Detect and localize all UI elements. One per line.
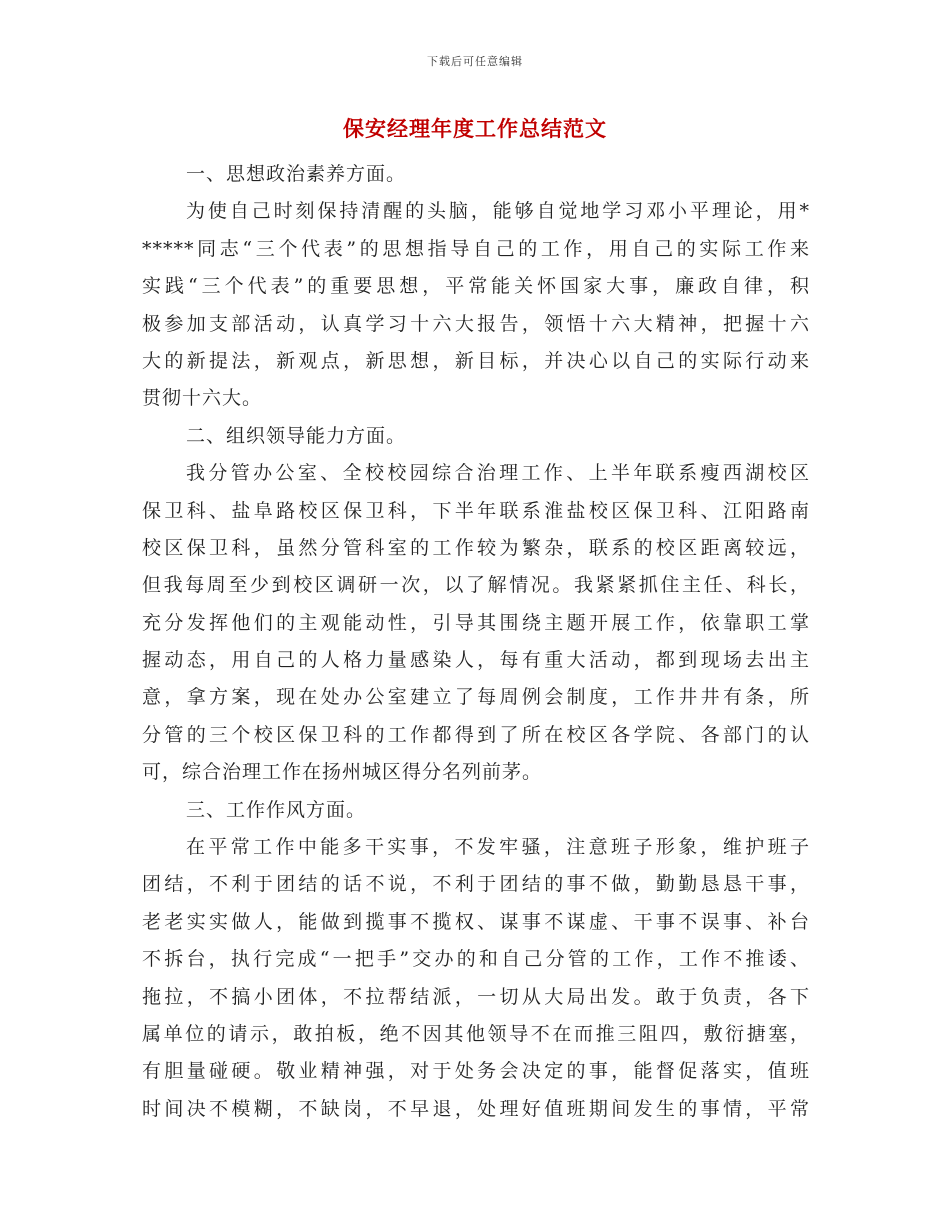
- body-line: 拖拉，不搞小团体，不拉帮结派，一切从大局出发。敢于负责，各下: [142, 985, 810, 1008]
- body-line: 不拆台，执行完成“一把手”交办的和自己分管的工作，工作不推诿、: [142, 948, 810, 971]
- body-line: 保卫科、盐阜路校区保卫科，下半年联系淮盐校区保卫科、江阳路南: [142, 499, 810, 522]
- body-line: 老老实实做人，能做到揽事不揽权、谋事不谋虚、干事不误事、补台: [142, 910, 810, 933]
- body-line: 三、工作作风方面。: [186, 798, 367, 821]
- body-line: 二、组织领导能力方面。: [186, 424, 407, 447]
- body-line: 握动态，用自己的人格力量感染人，每有重大活动，都到现场去出主: [142, 649, 810, 672]
- body-line: 我分管办公室、全校校园综合治理工作、上半年联系瘦西湖校区: [186, 462, 810, 485]
- body-line: 可，综合治理工作在扬州城区得分名列前茅。: [142, 761, 543, 784]
- body-line: 但我每周至少到校区调研一次，以了解情况。我紧紧抓住主任、科长，: [142, 574, 810, 597]
- body-line: 极参加支部活动，认真学习十六大报告，领悟十六大精神，把握十六: [142, 312, 810, 335]
- body-line: 属单位的请示，敢拍板，绝不因其他领导不在而推三阻四，敷衍搪塞，: [142, 1022, 810, 1045]
- header-note: 下载后可任意编辑: [427, 55, 523, 68]
- body-line: 有胆量碰硬。敬业精神强，对于处务会决定的事，能督促落实，值班: [142, 1060, 810, 1083]
- body-line: 团结，不利于团结的话不说，不利于团结的事不做，勤勤恳恳干事，: [142, 873, 810, 896]
- document-body: [142, 156, 810, 1128]
- body-line: 为使自己时刻保持清醒的头脑，能够自觉地学习邓小平理论，用*: [186, 200, 810, 223]
- body-line: 在平常工作中能多干实事，不发牢骚，注意班子形象，维护班子: [186, 836, 810, 859]
- body-line: 校区保卫科，虽然分管科室的工作较为繁杂，联系的校区距离较远，: [142, 536, 810, 559]
- body-line: 贯彻十六大。: [142, 387, 263, 410]
- body-line: 大的新提法，新观点，新思想，新目标，并决心以自己的实际行动来: [142, 349, 810, 372]
- document-title: 保安经理年度工作总结范文: [343, 116, 607, 141]
- body-line: 实践“三个代表”的重要思想，平常能关怀国家大事，廉政自律，积: [142, 275, 810, 298]
- body-line: 充分发挥他们的主观能动性，引导其围绕主题开展工作，依靠职工掌: [142, 611, 810, 634]
- body-line: 时间决不模糊，不缺岗，不早退，处理好值班期间发生的事情，平常: [142, 1097, 810, 1120]
- body-line: 意，拿方案，现在处办公室建立了每周例会制度，工作井井有条，所: [142, 686, 810, 709]
- body-line: 一、思想政治素养方面。: [186, 163, 407, 185]
- body-line: *****同志“三个代表”的思想指导自己的工作，用自己的实际工作来: [142, 237, 810, 260]
- body-line: 分管的三个校区保卫科的工作都得到了所在校区各学院、各部门的认: [142, 723, 810, 746]
